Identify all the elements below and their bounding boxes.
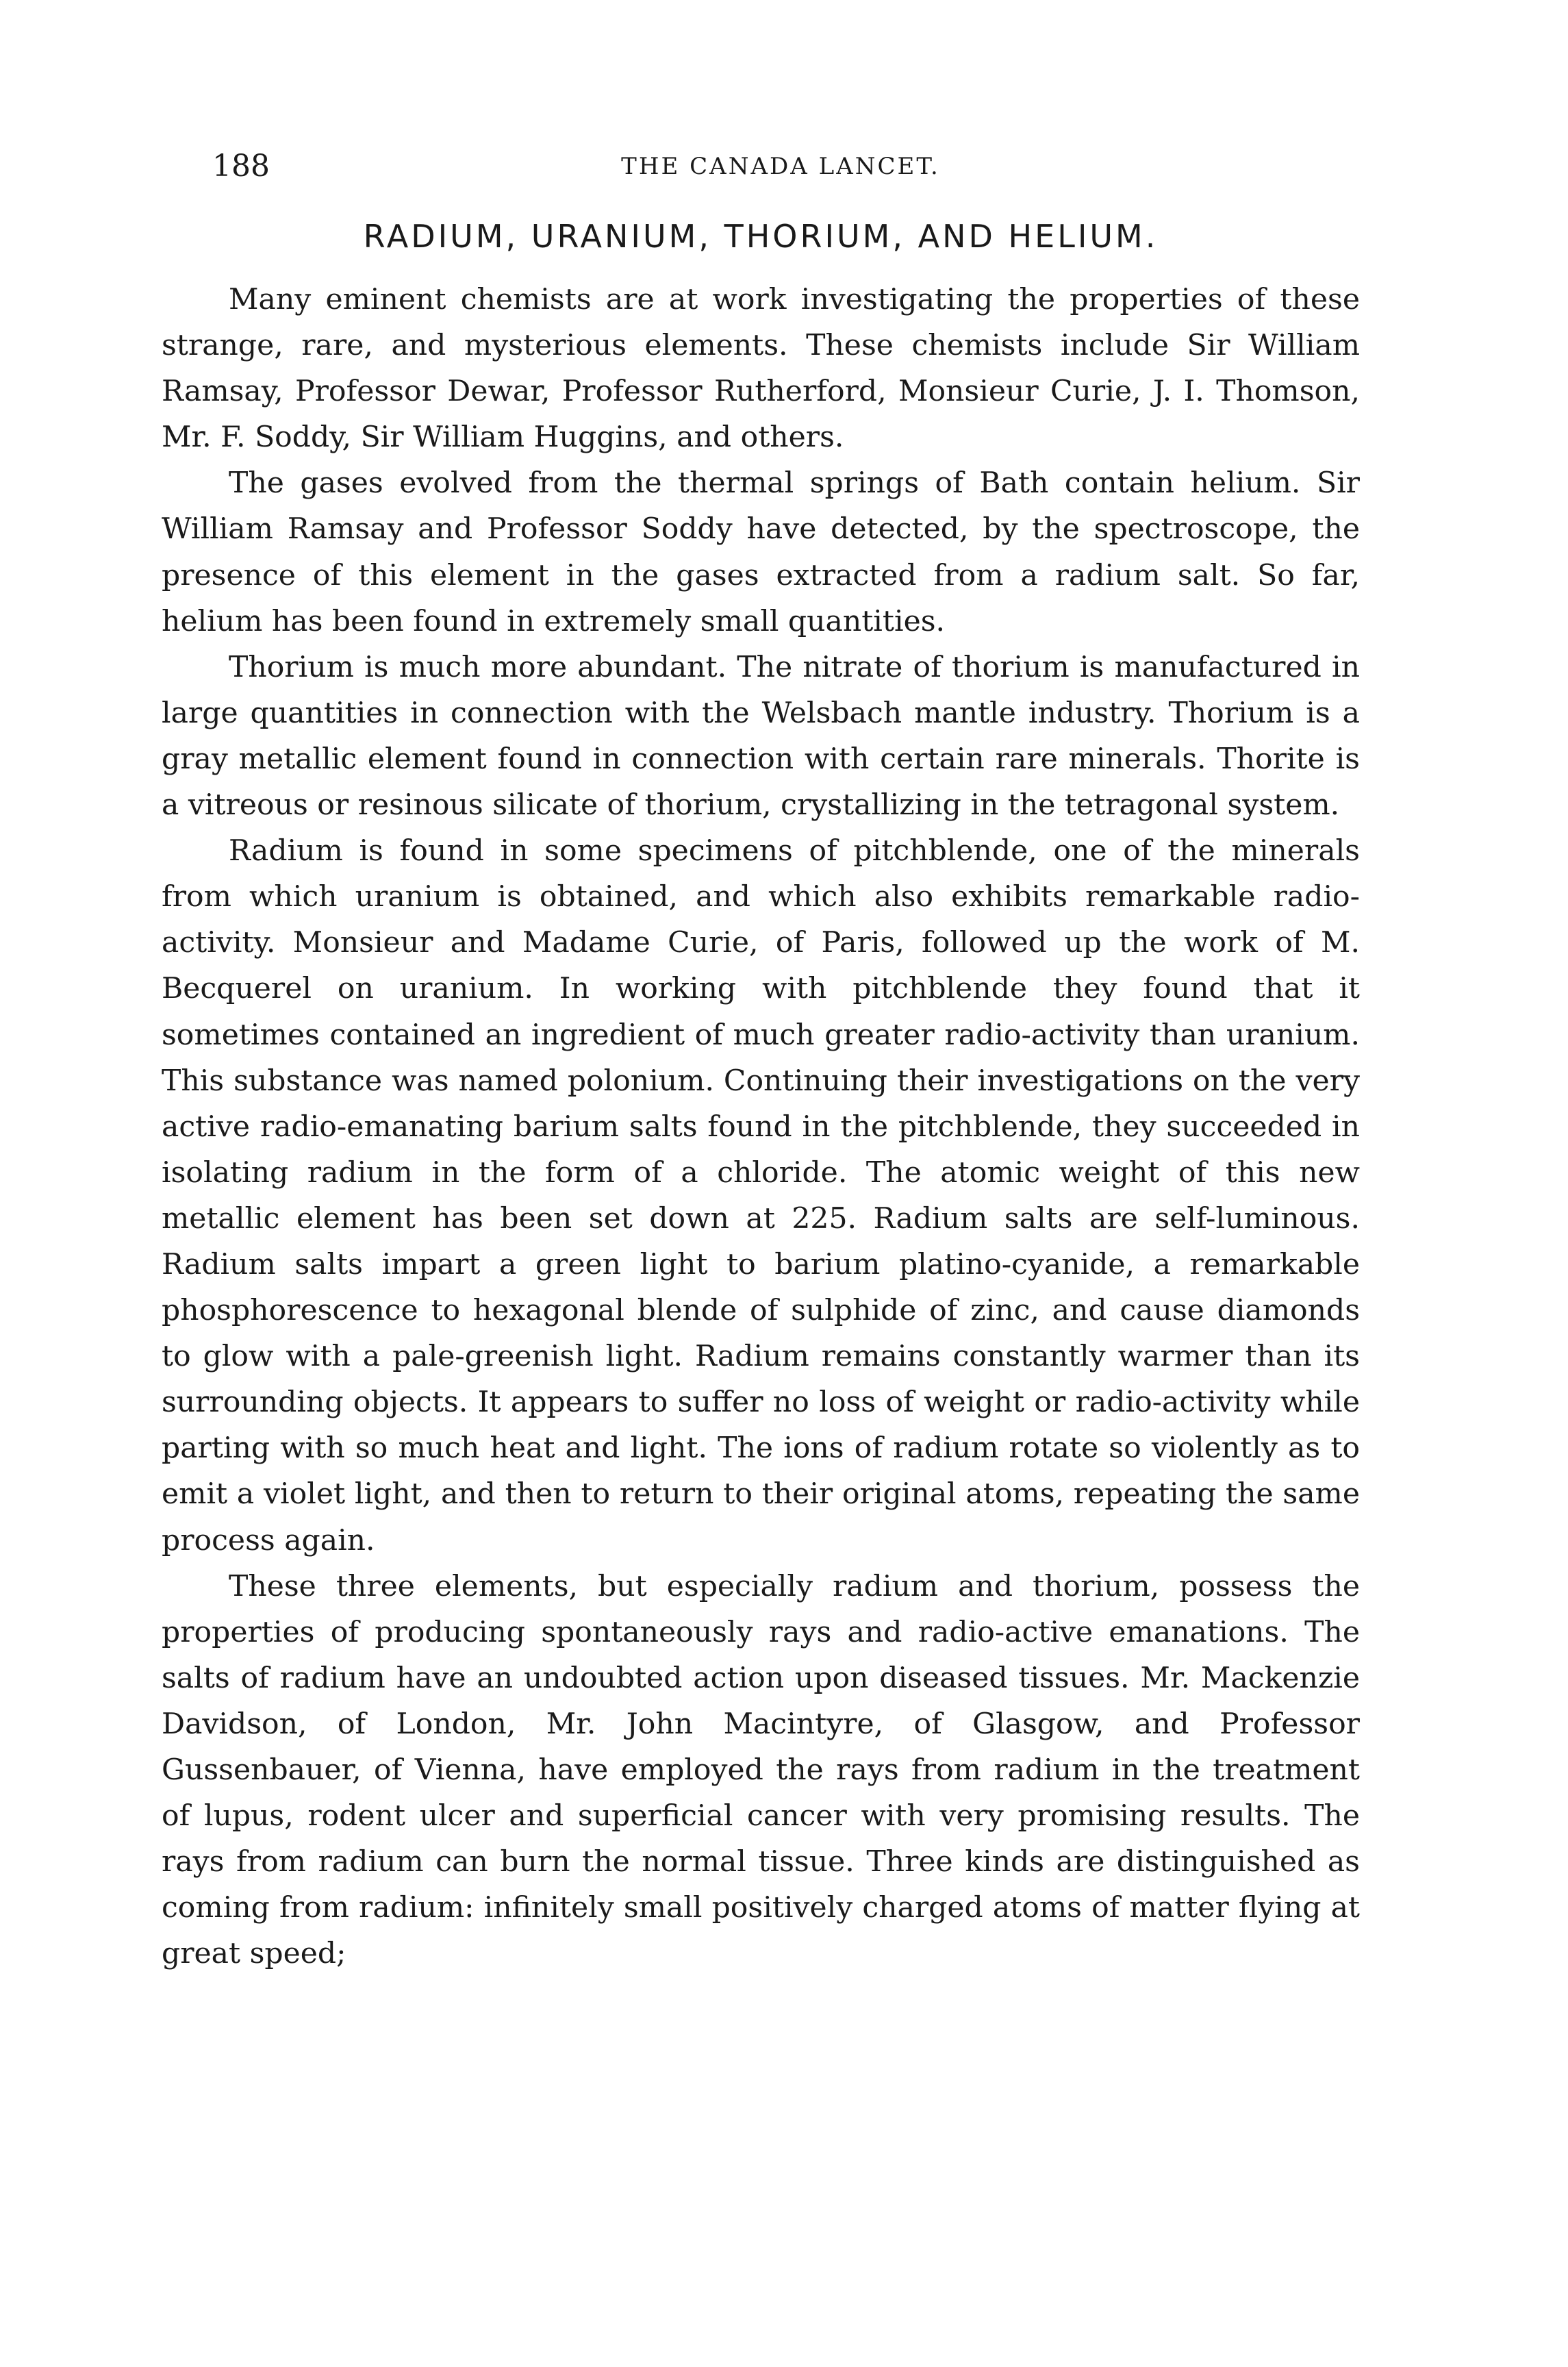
paragraph: Many eminent chemists are at work investigating the properties of these strange, rare, and mysterious elements. These chemists include Sir William Ramsay, Professor Dewar, Professor Rutherford, Monsieur Curie, J. I. Thomson, Mr. F. Soddy, Sir William Huggins, and others. <box>162 283 1360 455</box>
page-number: 188 <box>212 149 270 184</box>
paragraph: These three elements, but especially radium and thorium, possess the properties of producing spontaneously rays and radio-active emanations. The salts of radium have an undoubted action upon diseased tissues. Mr. Mackenzie Davidson, of London, Mr. John Macintyre, of Glasgow, and Professor Gussenbauer, of Vienna, have employed the rays from radium in the treatment of lupus, rodent ulcer and superficial cancer with very promising results. The rays from radium can burn the normal tissue. Three kinds are distinguished as coming from radium: infinitely small positively charged atoms of matter flying at great speed; <box>162 1569 1360 1971</box>
paragraph: Thorium is much more abundant. The nitrate of thorium is manufactured in large quantities in connection with the Welsbach mantle industry. Thorium is a gray metallic element found in connection with certain rare minerals. Thorite is a vitreous or resinous silicate of thorium, crystallizing in the tetragonal system. <box>162 650 1360 823</box>
paragraph: The gases evolved from the thermal springs of Bath contain helium. Sir William Ramsay and Professor Soddy have detected, by the spectroscope, the presence of this element in the gases extracted from a radium salt. So far, helium has been found in extremely small quantities. <box>162 466 1360 638</box>
article-body <box>162 277 1360 1977</box>
journal-title: THE CANADA LANCET. <box>621 153 940 180</box>
article-title: RADIUM, URANIUM, THORIUM, AND HELIUM. <box>363 218 1159 255</box>
paragraph: Radium is found in some specimens of pitchblende, one of the minerals from which uranium is obtained, and which also exhibits remarkable radio-activity. Monsieur and Madame Curie, of Paris, followed up the work of M. Becquerel on uranium. In working with pitchblende they found that it sometimes contained an ingredient of much greater radio-activity than uranium. This substance was named polonium. Continuing their investigations on the very active radio-emanating barium salts found in the pitchblende, they succeeded in isolating radium in the form of a chloride. The atomic weight of this new metallic element has been set down at 225. Radium salts are self-luminous. Radium salts impart a green light to barium platino-cyanide, a remarkable phosphorescence to hexagonal blende of sulphide of zinc, and cause diamonds to glow with a pale-greenish light. Radium remains constantly warmer than its surrounding objects. It appears to suffer no loss of weight or radio-activity while parting with so much heat and light. The ions of radium rotate so violently as to emit a violet light, and then to return to their original atoms, repeating the same process again. <box>162 834 1360 1557</box>
running-head <box>212 146 1349 187</box>
